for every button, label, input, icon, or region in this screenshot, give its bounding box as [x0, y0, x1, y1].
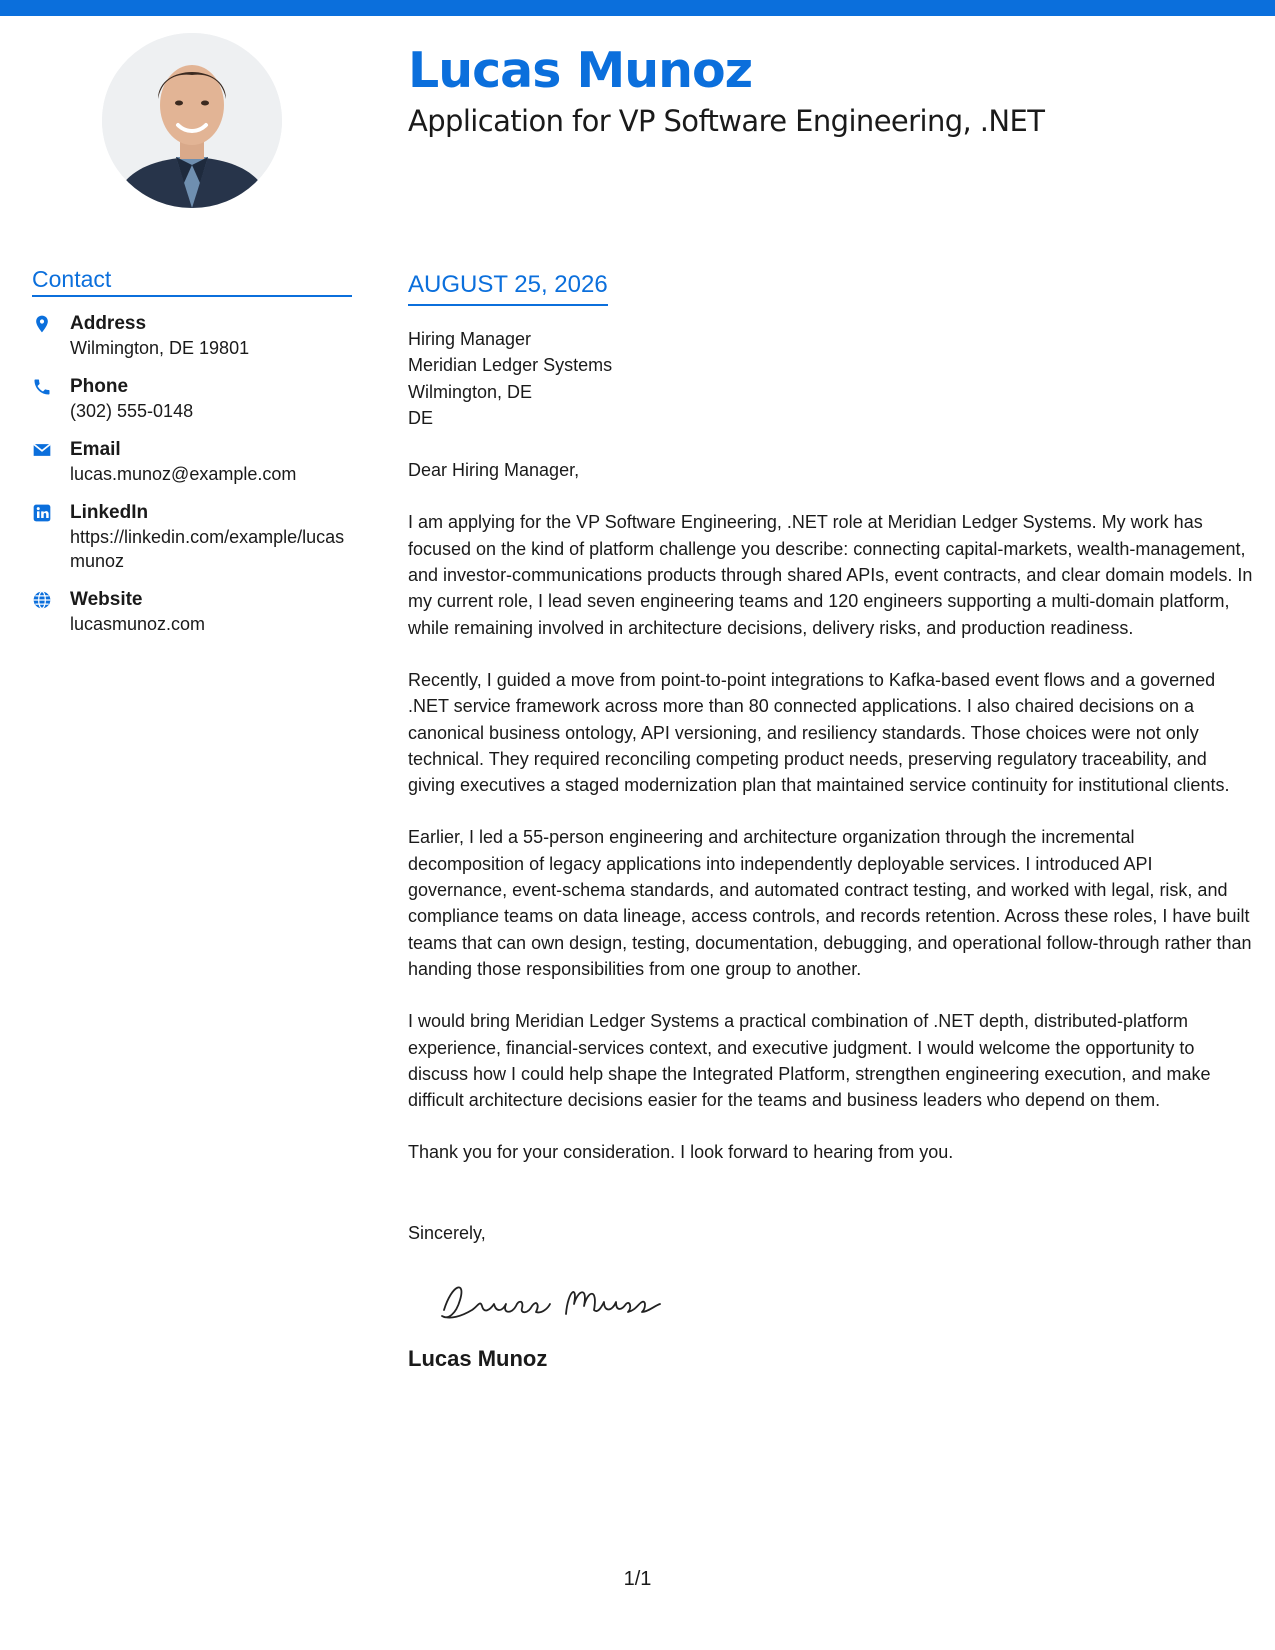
- letter-date: AUGUST 25, 2026: [408, 270, 608, 306]
- candidate-name: Lucas Munoz: [408, 42, 753, 99]
- contact-label: LinkedIn: [70, 502, 149, 523]
- contact-item-email: [32, 437, 352, 486]
- recipient-line: Wilmington, DE: [408, 381, 533, 402]
- signer-name: Lucas Munoz: [408, 1346, 548, 1372]
- body-paragraph: I would bring Meridian Ledger Systems a practical combination of .NET depth, distributed-platform experience, financial-services context, and executive judgment. I would welcome the opportunity to discuss how I could help shape the Integrated Platform, strengthen engineering execution, and make difficult architecture decisions easier for the teams and business leaders who depend on them.: [408, 1011, 1211, 1111]
- phone-icon: [32, 374, 70, 423]
- top-accent-bar: [0, 0, 1275, 16]
- contact-item-address: [32, 311, 352, 360]
- contact-label: Phone: [70, 376, 129, 397]
- linkedin-value[interactable]: https://linkedin.com/example/lucasmunoz: [70, 527, 345, 571]
- application-subtitle: Application for VP Software Engineering, .NET: [408, 104, 1045, 138]
- body-paragraph: Recently, I guided a move from point-to-point integrations to Kafka-based event flows and a governed .NET service framework across more than 80 connected applications. I also chaired decisions on a canonical business ontology, API versioning, and resiliency standards. Those choices were not only technical. They required reconciling competing product needs, preserving regulatory traceability, and giving executives a staged modernization plan that maintained service continuity for institutional clients.: [408, 669, 1230, 796]
- recipient-line: Hiring Manager: [408, 329, 532, 349]
- body-paragraph: I am applying for the VP Software Engineering, .NET role at Meridian Ledger Systems. My work has focused on the kind of platform challenge you describe: connecting capital-markets, wealth-management, and investor-communications products through shared APIs, event contracts, and clear domain models. In my current role, I lead seven engineering teams and 120 engineers supporting a multi-domain platform, while remaining involved in architecture decisions, delivery risks, and production readiness.: [408, 512, 1253, 638]
- recipient-line: Meridian Ledger Systems: [408, 355, 613, 376]
- globe-icon: [32, 587, 70, 636]
- contact-sidebar: [32, 266, 352, 650]
- contact-item-phone: [32, 374, 352, 423]
- body-paragraph: Earlier, I led a 55-person engineering and architecture organization through the incremental decomposition of legacy applications into independently deployable services. I introduced API governance, event-schema standards, and automated contract testing, and worked with legal, risk, and compliance teams on data lineage, access controls, and records retention. Across these roles, I have built teams that can own design, testing, documentation, debugging, and operational follow-through rather than handing those responsibilities from one group to another.: [408, 827, 1252, 979]
- contact-item-website: [32, 587, 352, 636]
- linkedin-icon: [32, 500, 70, 573]
- address-value: Wilmington, DE 19801: [70, 338, 250, 358]
- salutation: Dear Hiring Manager,: [408, 460, 580, 481]
- map-pin-icon: [32, 311, 70, 360]
- body-paragraph: Thank you for your consideration. I look forward to hearing from you.: [408, 1142, 954, 1163]
- handwritten-signature: [432, 1270, 672, 1330]
- contact-label: Website: [70, 589, 143, 610]
- recipient-block: [408, 326, 1253, 431]
- page-number: 1/1: [623, 1568, 652, 1590]
- closing: Sincerely,: [408, 1222, 486, 1243]
- contact-label: Email: [70, 439, 121, 460]
- profile-photo: [102, 33, 282, 208]
- contact-heading: Contact: [32, 266, 352, 297]
- contact-item-linkedin: [32, 500, 352, 573]
- recipient-line: DE: [408, 407, 434, 428]
- contact-label: Address: [70, 313, 147, 334]
- website-value[interactable]: lucasmunoz.com: [70, 614, 206, 634]
- letter-body: [408, 270, 1253, 1372]
- envelope-icon: [32, 437, 70, 486]
- email-value[interactable]: lucas.munoz@example.com: [70, 464, 297, 484]
- phone-value[interactable]: (302) 555-0148: [70, 401, 194, 421]
- contact-list: [32, 311, 352, 636]
